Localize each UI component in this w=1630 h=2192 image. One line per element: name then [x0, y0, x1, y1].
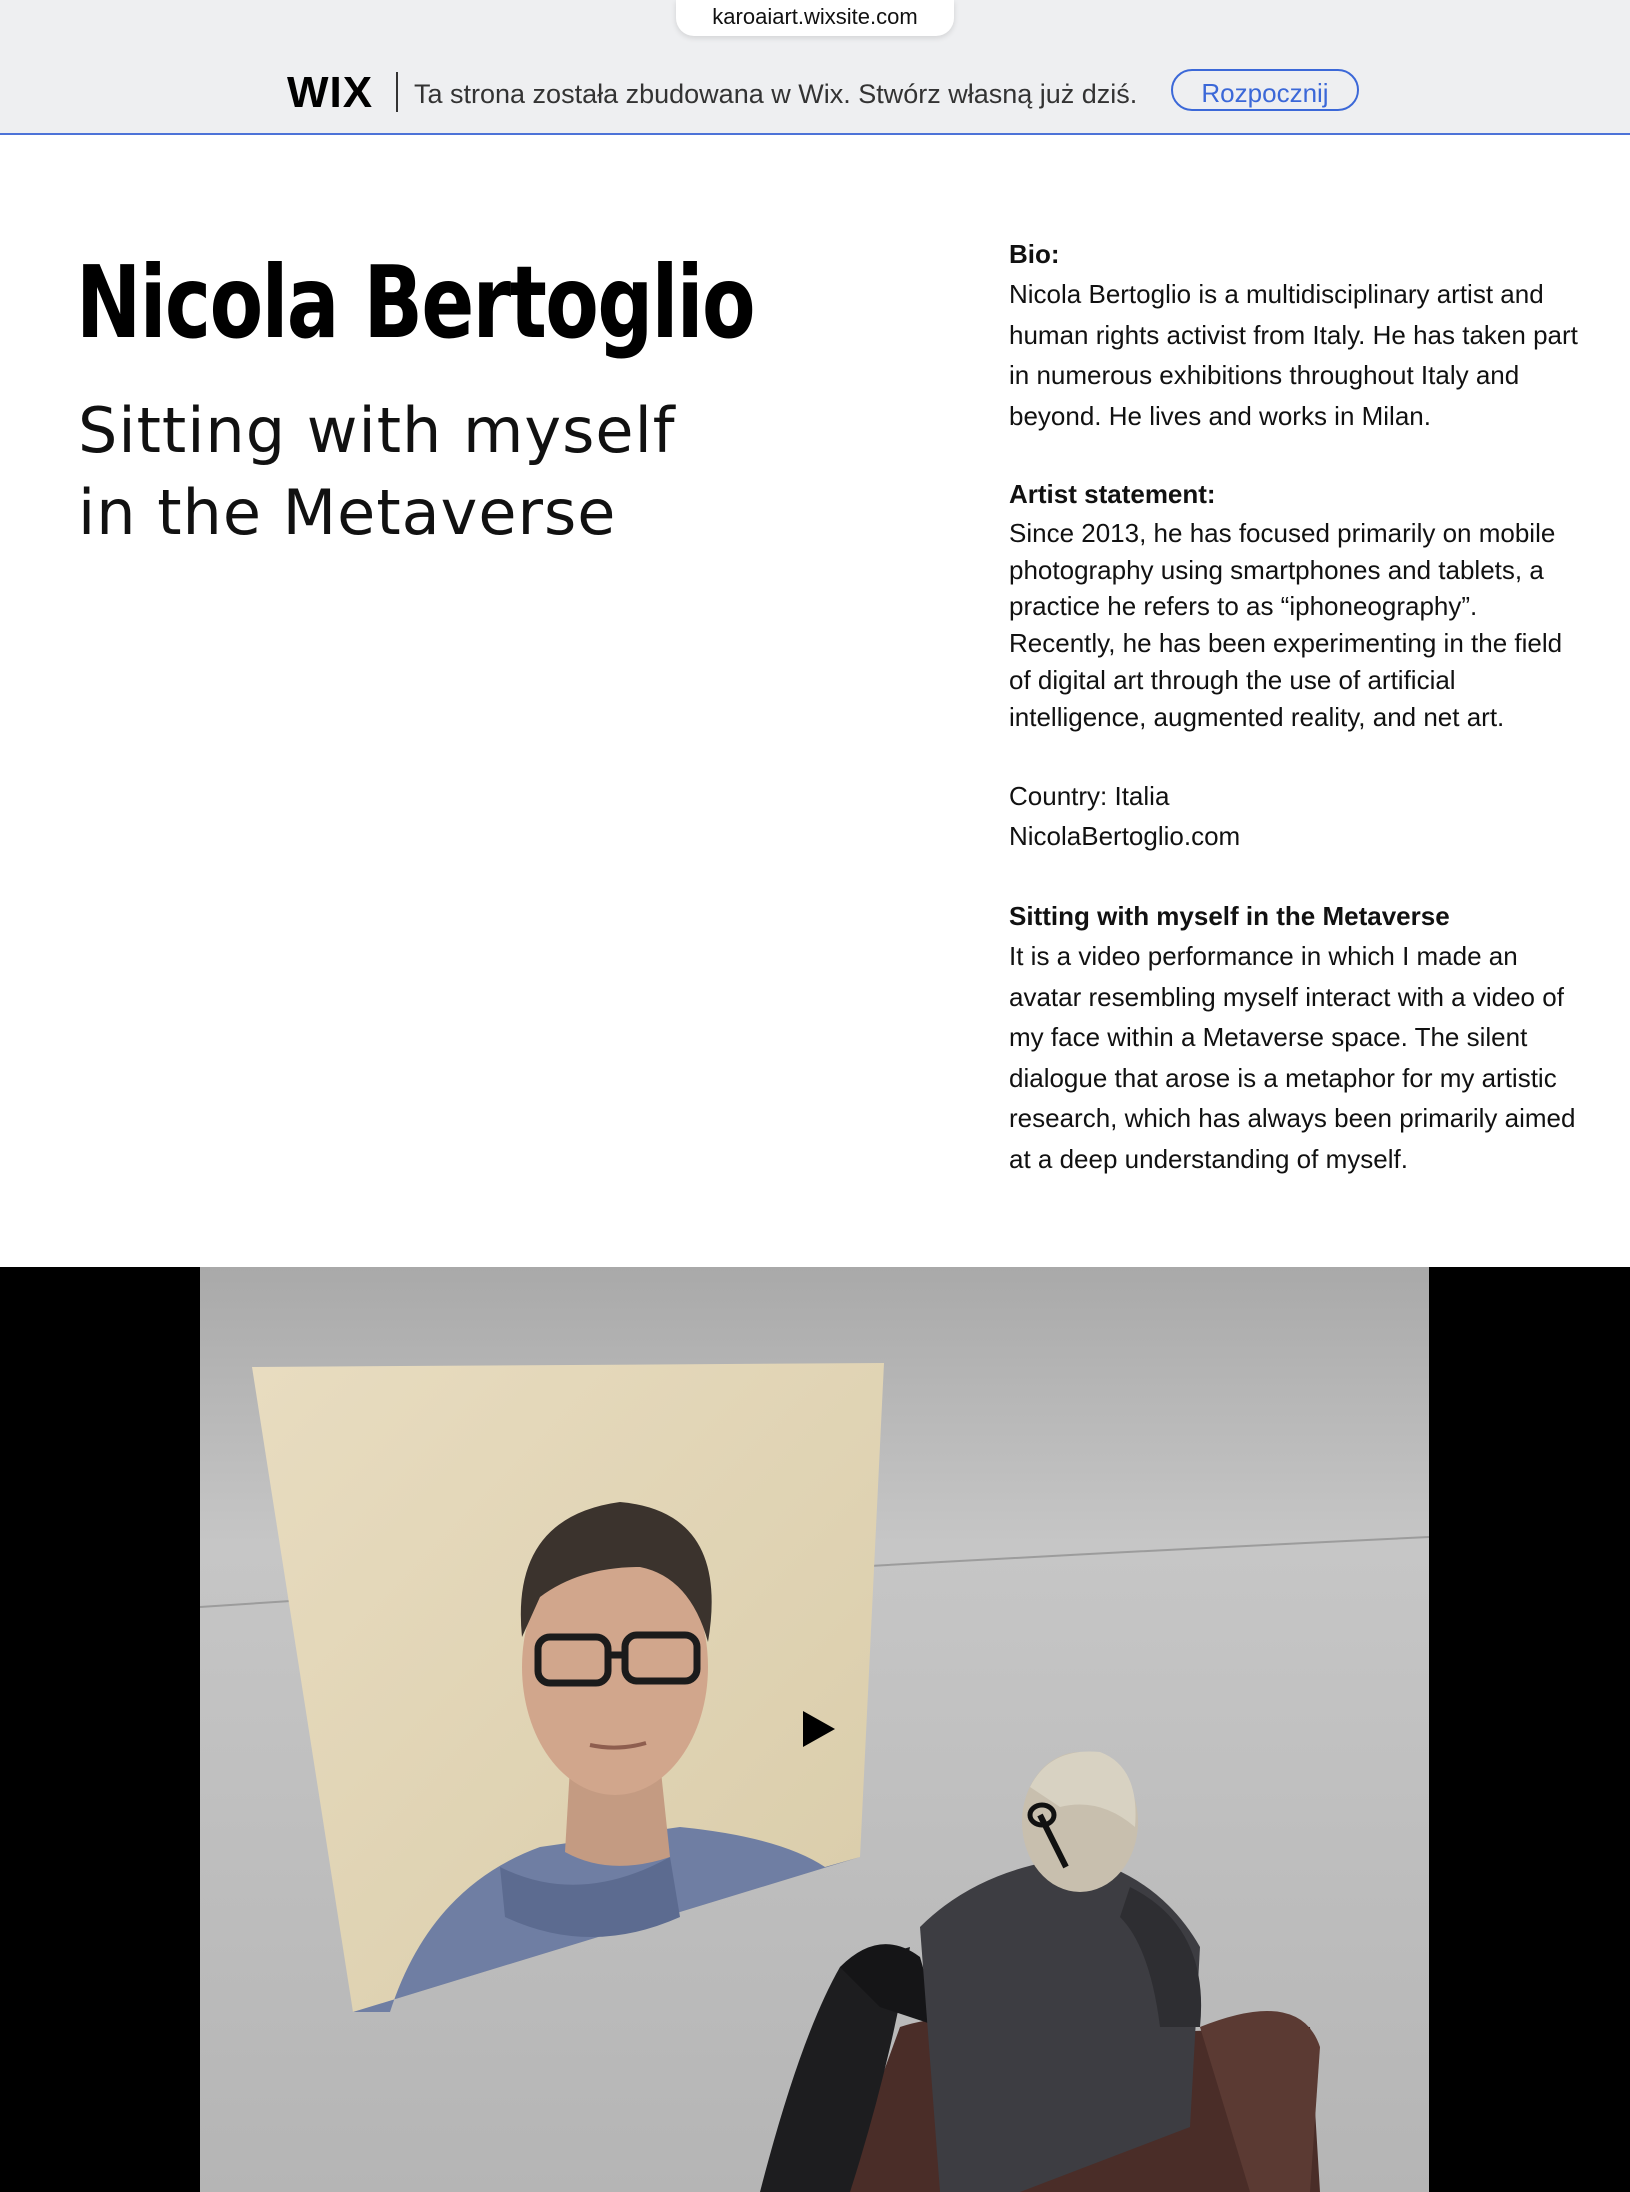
bio-heading: Bio:: [1009, 239, 1060, 269]
work-line: my face within a Metaverse space. The silent: [1009, 1022, 1528, 1052]
country-text: Country: Italia: [1009, 781, 1170, 811]
work-line: avatar resembling myself interact with a video of: [1009, 981, 1564, 1012]
banner-divider: [396, 72, 398, 112]
bio-text: [1009, 274, 1609, 436]
work-line: research, which has always been primarily aimed: [1009, 1103, 1576, 1133]
statement-line: Since 2013, he has focused primarily on mobile: [1009, 518, 1556, 548]
wix-logo[interactable]: WIX: [287, 68, 374, 117]
url-bar[interactable]: karoaiart.wixsite.com: [676, 0, 954, 36]
website-link[interactable]: NicolaBertoglio.com: [1009, 821, 1241, 851]
work-line: at a deep understanding of myself.: [1009, 1143, 1408, 1174]
statement-heading: Artist statement:: [1009, 479, 1216, 509]
statement-line: practice he refers to as “iphoneography”.: [1009, 591, 1478, 622]
work-line: dialogue that arose is a metaphor for my artistic: [1009, 1062, 1557, 1093]
bio-line: Nicola Bertoglio is a multidisciplinary artist and: [1009, 279, 1544, 309]
artwork-title-line-1: Sitting with myself: [78, 394, 676, 467]
bio-line: beyond. He lives and works in Milan.: [1009, 400, 1431, 431]
statement-line: intelligence, augmented reality, and net art.: [1009, 701, 1505, 732]
statement-line: photography using smartphones and tablets, a: [1009, 554, 1544, 585]
artwork-title-line-2: in the Metaverse: [78, 476, 617, 549]
work-description: [1009, 936, 1609, 1179]
banner-message: Ta strona została zbudowana w Wix. Stwórz własną już dziś.: [414, 79, 1138, 109]
artwork-title: [78, 390, 698, 554]
statement-text: [1009, 515, 1609, 735]
statement-line: Recently, he has been experimenting in the field: [1009, 628, 1563, 659]
bio-line: human rights activist from Italy. He has taken part: [1009, 319, 1578, 350]
statement-line: of digital art through the use of artificial: [1009, 664, 1456, 695]
work-heading: Sitting with myself in the Metaverse: [1009, 901, 1450, 931]
artist-name: Nicola Bertoglio: [76, 244, 755, 361]
work-line: It is a video performance in which I made an: [1009, 941, 1518, 971]
play-icon[interactable]: [795, 1707, 839, 1751]
bio-line: in numerous exhibitions throughout Italy and: [1009, 360, 1520, 390]
start-button[interactable]: Rozpocznij: [1171, 69, 1359, 111]
wix-banner: [0, 0, 1630, 135]
